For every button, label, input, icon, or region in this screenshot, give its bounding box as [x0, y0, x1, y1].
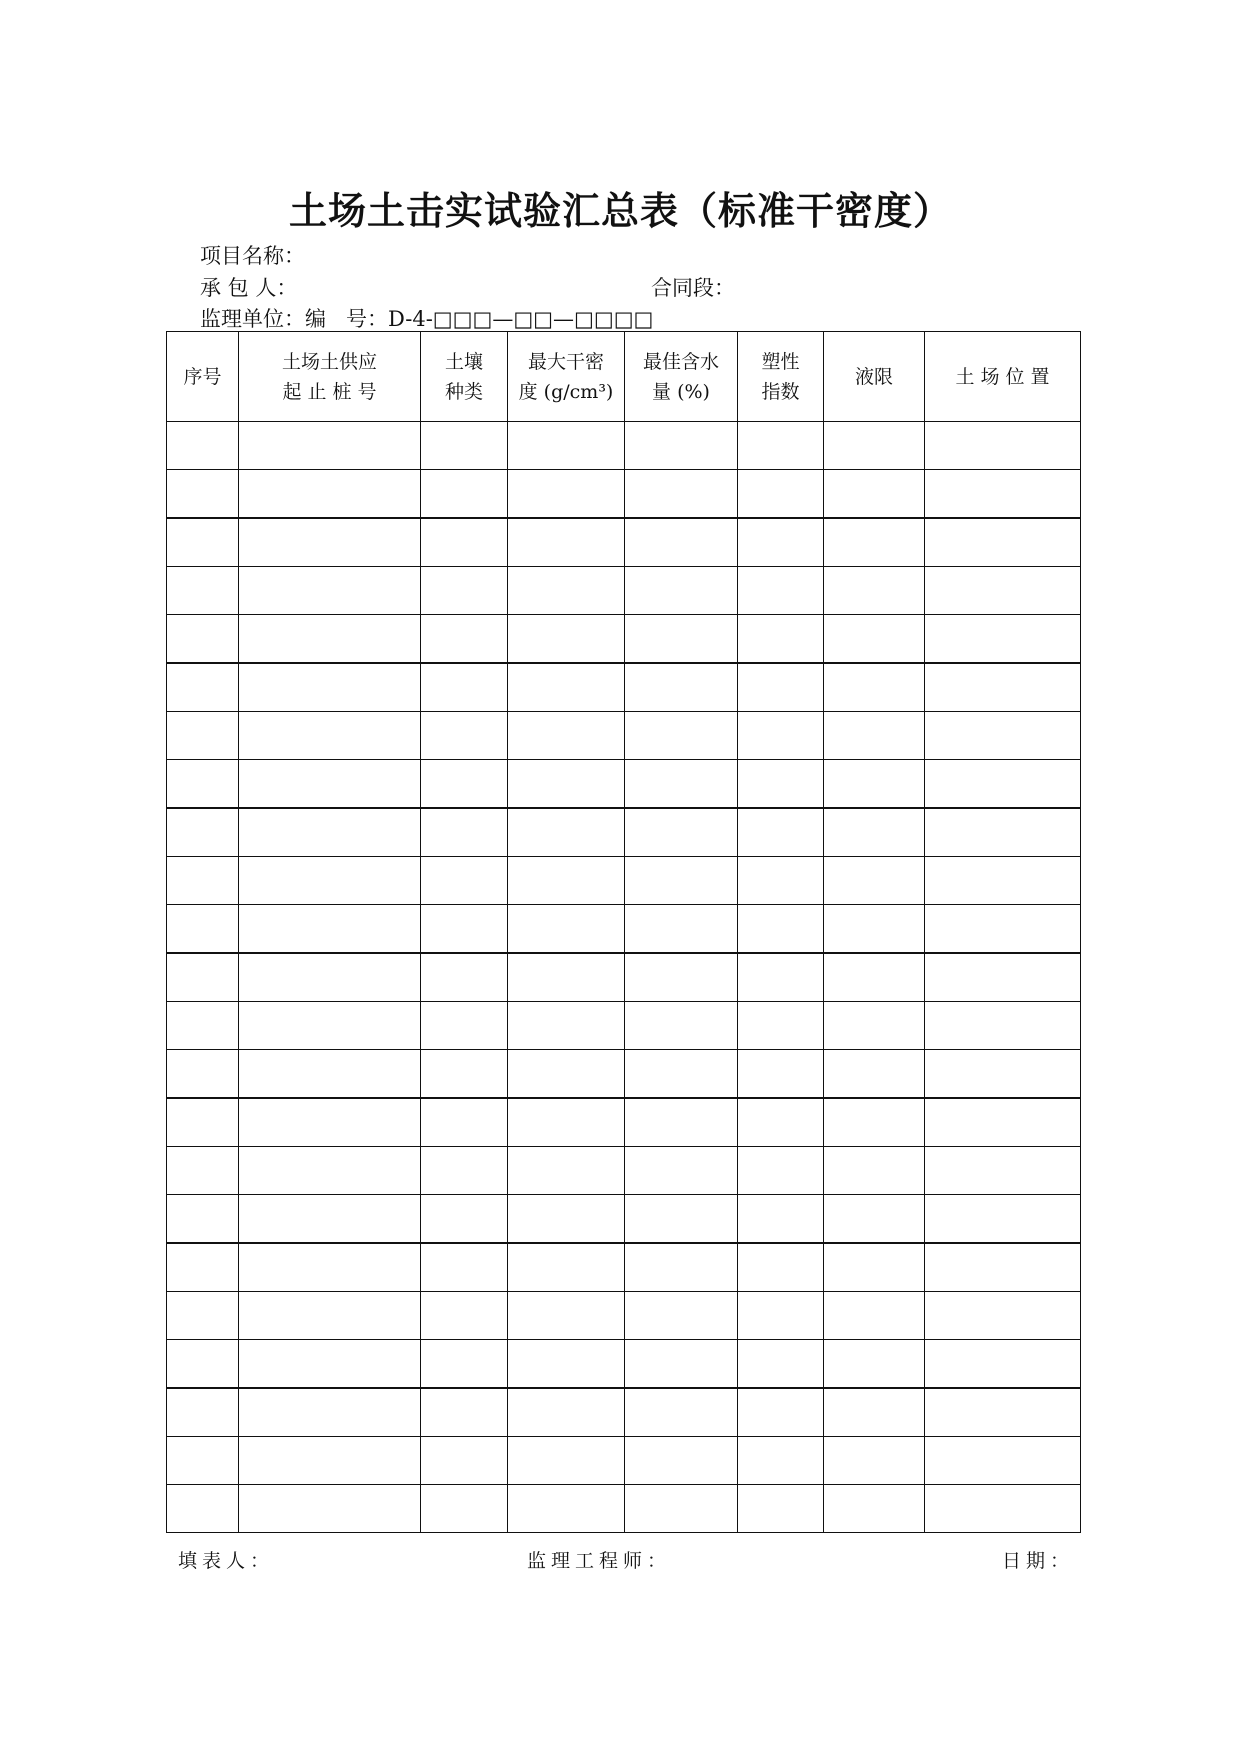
- table-cell[interactable]: [508, 1243, 625, 1292]
- table-cell[interactable]: [824, 422, 925, 470]
- table-row: [167, 1340, 1081, 1389]
- table-cell[interactable]: [625, 518, 738, 567]
- table-cell[interactable]: [738, 808, 824, 857]
- table-cell[interactable]: [167, 712, 239, 760]
- table-cell[interactable]: [239, 1437, 421, 1485]
- table-cell[interactable]: [738, 567, 824, 615]
- table-cell[interactable]: [738, 1147, 824, 1195]
- table-cell[interactable]: [738, 953, 824, 1002]
- engineer-label: 监理工程师：: [527, 1550, 672, 1572]
- table-cell[interactable]: [625, 1195, 738, 1244]
- table-cell[interactable]: [167, 663, 239, 712]
- table-cell[interactable]: [925, 857, 1081, 905]
- table-cell[interactable]: [239, 470, 421, 519]
- table-row: [167, 905, 1081, 954]
- table-cell[interactable]: [738, 663, 824, 712]
- table-cell[interactable]: [824, 1292, 925, 1340]
- table-cell[interactable]: [239, 1147, 421, 1195]
- document-title: 土场土击实试验汇总表（标准干密度）: [288, 188, 952, 233]
- table-row: [167, 1050, 1081, 1099]
- table-cell[interactable]: [167, 1195, 239, 1244]
- table-cell[interactable]: [508, 1098, 625, 1147]
- table-cell[interactable]: [167, 857, 239, 905]
- table-cell[interactable]: [925, 615, 1081, 664]
- table-row: [167, 1388, 1081, 1437]
- table-cell[interactable]: [625, 712, 738, 760]
- table-cell[interactable]: [167, 1050, 239, 1099]
- table-cell[interactable]: [625, 1050, 738, 1099]
- table-cell[interactable]: [421, 518, 508, 567]
- table-cell[interactable]: [925, 567, 1081, 615]
- table-cell[interactable]: [925, 953, 1081, 1002]
- table-cell[interactable]: [508, 615, 625, 664]
- table-cell[interactable]: [508, 422, 625, 470]
- table-cell[interactable]: [625, 1485, 738, 1533]
- table-cell[interactable]: [421, 760, 508, 809]
- table-cell[interactable]: [167, 808, 239, 857]
- table-cell[interactable]: [738, 518, 824, 567]
- summary-table: [166, 331, 1081, 1533]
- table-cell[interactable]: [167, 1292, 239, 1340]
- table-cell[interactable]: [625, 857, 738, 905]
- table-cell[interactable]: [239, 1340, 421, 1389]
- table-cell[interactable]: [421, 470, 508, 519]
- table-cell[interactable]: [167, 470, 239, 519]
- table-cell[interactable]: [824, 615, 925, 664]
- table-cell[interactable]: [738, 1195, 824, 1244]
- table-cell[interactable]: [508, 470, 625, 519]
- table-cell[interactable]: [625, 615, 738, 664]
- table-cell[interactable]: [738, 1485, 824, 1533]
- table-cell[interactable]: [167, 905, 239, 954]
- table-cell[interactable]: [239, 567, 421, 615]
- table-cell[interactable]: [738, 1243, 824, 1292]
- table-row: [167, 1002, 1081, 1050]
- table-cell[interactable]: [824, 1147, 925, 1195]
- table-cell[interactable]: [167, 518, 239, 567]
- table-cell[interactable]: [421, 953, 508, 1002]
- table-cell[interactable]: [508, 1340, 625, 1389]
- table-cell[interactable]: [824, 663, 925, 712]
- table-cell[interactable]: [421, 1050, 508, 1099]
- table-cell[interactable]: [508, 712, 625, 760]
- table-row: [167, 712, 1081, 760]
- table-cell[interactable]: [625, 470, 738, 519]
- table-cell[interactable]: [167, 422, 239, 470]
- table-row: [167, 1485, 1081, 1533]
- table-cell[interactable]: [925, 663, 1081, 712]
- table-cell[interactable]: [239, 808, 421, 857]
- header-borrow-location: 土 场 位 置: [925, 332, 1081, 422]
- table-cell[interactable]: [925, 1437, 1081, 1485]
- table-cell[interactable]: [421, 1002, 508, 1050]
- table-row: [167, 518, 1081, 567]
- table-cell[interactable]: [421, 1340, 508, 1389]
- table-cell[interactable]: [167, 760, 239, 809]
- table-cell[interactable]: [625, 663, 738, 712]
- table-cell[interactable]: [508, 1485, 625, 1533]
- table-cell[interactable]: [925, 1002, 1081, 1050]
- table-cell[interactable]: [824, 1195, 925, 1244]
- table-cell[interactable]: [508, 518, 625, 567]
- table-cell[interactable]: [239, 857, 421, 905]
- table-cell[interactable]: [738, 422, 824, 470]
- table-cell[interactable]: [239, 1050, 421, 1099]
- table-cell[interactable]: [925, 760, 1081, 809]
- table-cell[interactable]: [625, 760, 738, 809]
- table-cell[interactable]: [421, 905, 508, 954]
- table-cell[interactable]: [824, 1243, 925, 1292]
- table-cell[interactable]: [625, 1243, 738, 1292]
- table-cell[interactable]: [625, 1292, 738, 1340]
- table-cell[interactable]: [824, 567, 925, 615]
- header-pile-range: 土场土供应 起 止 桩 号: [239, 332, 421, 422]
- table-cell[interactable]: [824, 760, 925, 809]
- table-cell[interactable]: [508, 760, 625, 809]
- table-cell[interactable]: [421, 1195, 508, 1244]
- table-cell[interactable]: [925, 1243, 1081, 1292]
- table-cell[interactable]: [738, 1002, 824, 1050]
- table-cell[interactable]: [824, 1388, 925, 1437]
- table-row: [167, 760, 1081, 809]
- table-cell[interactable]: [738, 857, 824, 905]
- table-row: [167, 1098, 1081, 1147]
- table-cell[interactable]: [925, 1195, 1081, 1244]
- table-cell[interactable]: [508, 1437, 625, 1485]
- table-cell[interactable]: [738, 712, 824, 760]
- table-cell[interactable]: [167, 1437, 239, 1485]
- header-max-dry-density: 最大干密 度 (g/cm³): [508, 332, 625, 422]
- table-cell[interactable]: [824, 1050, 925, 1099]
- table-cell[interactable]: [239, 1195, 421, 1244]
- table-cell[interactable]: [421, 808, 508, 857]
- table-cell[interactable]: [239, 1002, 421, 1050]
- table-cell[interactable]: [167, 1147, 239, 1195]
- table-cell[interactable]: [421, 1098, 508, 1147]
- table-row: [167, 567, 1081, 615]
- table-cell[interactable]: [625, 1388, 738, 1437]
- table-cell[interactable]: [738, 1098, 824, 1147]
- table-cell[interactable]: [925, 808, 1081, 857]
- table-cell[interactable]: [421, 1388, 508, 1437]
- table-cell[interactable]: [824, 1437, 925, 1485]
- table-cell[interactable]: [738, 760, 824, 809]
- table-cell[interactable]: [925, 518, 1081, 567]
- table-cell[interactable]: [239, 953, 421, 1002]
- table-cell[interactable]: [925, 1388, 1081, 1437]
- table-cell[interactable]: [421, 1243, 508, 1292]
- table-cell[interactable]: [508, 567, 625, 615]
- table-row: [167, 857, 1081, 905]
- filler-label: 填表人：: [178, 1550, 275, 1572]
- table-cell[interactable]: [421, 615, 508, 664]
- table-cell[interactable]: [925, 1098, 1081, 1147]
- table-cell[interactable]: [508, 1388, 625, 1437]
- table-cell[interactable]: [925, 470, 1081, 519]
- table-cell[interactable]: [738, 1388, 824, 1437]
- table-cell[interactable]: [239, 1388, 421, 1437]
- table-cell[interactable]: [508, 1050, 625, 1099]
- table-cell[interactable]: [738, 1292, 824, 1340]
- table-cell[interactable]: [824, 1340, 925, 1389]
- table-cell[interactable]: [167, 1485, 239, 1533]
- table-cell[interactable]: [824, 1098, 925, 1147]
- table-cell[interactable]: [738, 905, 824, 954]
- table-cell[interactable]: [508, 905, 625, 954]
- table-cell[interactable]: [738, 1437, 824, 1485]
- table-cell[interactable]: [421, 1437, 508, 1485]
- table-cell[interactable]: [421, 663, 508, 712]
- project-name-label: 项目名称：: [200, 244, 305, 268]
- header-soil-type: 土壤 种类: [421, 332, 508, 422]
- table-cell[interactable]: [421, 857, 508, 905]
- table-cell[interactable]: [508, 953, 625, 1002]
- table-cell[interactable]: [625, 1340, 738, 1389]
- table-row: [167, 470, 1081, 519]
- table-cell[interactable]: [508, 808, 625, 857]
- table-cell[interactable]: [824, 1002, 925, 1050]
- table-cell[interactable]: [824, 953, 925, 1002]
- table-cell[interactable]: [925, 712, 1081, 760]
- table-cell[interactable]: [167, 1002, 239, 1050]
- table-cell[interactable]: [824, 1485, 925, 1533]
- table-row: [167, 1243, 1081, 1292]
- table-cell[interactable]: [421, 1292, 508, 1340]
- table-cell[interactable]: [421, 422, 508, 470]
- table-cell[interactable]: [167, 953, 239, 1002]
- header-plasticity-index: 塑性 指数: [738, 332, 824, 422]
- table-cell[interactable]: [625, 953, 738, 1002]
- table-cell[interactable]: [625, 1147, 738, 1195]
- table-cell[interactable]: [925, 422, 1081, 470]
- table-cell[interactable]: [925, 1292, 1081, 1340]
- table-cell[interactable]: [239, 712, 421, 760]
- table-cell[interactable]: [421, 712, 508, 760]
- table-cell[interactable]: [625, 1437, 738, 1485]
- table-cell[interactable]: [239, 518, 421, 567]
- table-cell[interactable]: [625, 422, 738, 470]
- table-cell[interactable]: [824, 857, 925, 905]
- table-cell[interactable]: [239, 422, 421, 470]
- table-cell[interactable]: [508, 1002, 625, 1050]
- table-cell[interactable]: [421, 1485, 508, 1533]
- table-cell[interactable]: [508, 663, 625, 712]
- table-cell[interactable]: [167, 1388, 239, 1437]
- header-liquid-limit: 液限: [824, 332, 925, 422]
- table-cell[interactable]: [239, 1098, 421, 1147]
- contractor-label: 承 包 人：: [200, 276, 298, 300]
- table-cell[interactable]: [167, 1340, 239, 1389]
- table-row: [167, 1195, 1081, 1244]
- table-cell[interactable]: [239, 615, 421, 664]
- table-cell[interactable]: [925, 1050, 1081, 1099]
- table-cell[interactable]: [167, 567, 239, 615]
- table-cell[interactable]: [824, 712, 925, 760]
- table-cell[interactable]: [508, 1195, 625, 1244]
- table-cell[interactable]: [824, 905, 925, 954]
- table-cell[interactable]: [167, 1243, 239, 1292]
- table-header-row: [167, 332, 1081, 422]
- table-cell[interactable]: [625, 905, 738, 954]
- contract-section-label: 合同段：: [651, 276, 735, 300]
- table-cell[interactable]: [239, 1243, 421, 1292]
- header-serial-number: 序号: [167, 332, 239, 422]
- table-cell[interactable]: [824, 808, 925, 857]
- table-cell[interactable]: [824, 470, 925, 519]
- table-cell[interactable]: [625, 567, 738, 615]
- table-cell[interactable]: [167, 615, 239, 664]
- table-cell[interactable]: [925, 1340, 1081, 1389]
- table-cell[interactable]: [738, 1050, 824, 1099]
- date-label: 日期：: [1002, 1550, 1075, 1572]
- table-cell[interactable]: [925, 905, 1081, 954]
- table-cell[interactable]: [925, 1147, 1081, 1195]
- table-body: [167, 422, 1081, 1533]
- table-cell[interactable]: [508, 857, 625, 905]
- table-cell[interactable]: [508, 1147, 625, 1195]
- supervisor-and-number-label: 监理单位：编 号：D-4-□□□—□□—□□□□: [200, 307, 654, 331]
- table-cell[interactable]: [625, 1002, 738, 1050]
- table-row: [167, 953, 1081, 1002]
- table-cell[interactable]: [508, 1292, 625, 1340]
- table-cell[interactable]: [824, 518, 925, 567]
- table-cell[interactable]: [625, 1098, 738, 1147]
- table-row: [167, 422, 1081, 470]
- header-optimum-moisture: 最佳含水 量 (%): [625, 332, 738, 422]
- table-cell[interactable]: [738, 470, 824, 519]
- table-cell[interactable]: [421, 567, 508, 615]
- table-cell[interactable]: [239, 1292, 421, 1340]
- table-cell[interactable]: [421, 1147, 508, 1195]
- table-cell[interactable]: [738, 1340, 824, 1389]
- table-cell[interactable]: [239, 1485, 421, 1533]
- table-row: [167, 663, 1081, 712]
- table-cell[interactable]: [167, 1098, 239, 1147]
- table-cell[interactable]: [925, 1485, 1081, 1533]
- table-cell[interactable]: [239, 760, 421, 809]
- table-row: [167, 808, 1081, 857]
- table-row: [167, 1147, 1081, 1195]
- table-row: [167, 615, 1081, 664]
- table-cell[interactable]: [625, 808, 738, 857]
- table-row: [167, 1292, 1081, 1340]
- table-row: [167, 1437, 1081, 1485]
- table-cell[interactable]: [239, 663, 421, 712]
- table-cell[interactable]: [738, 615, 824, 664]
- table-cell[interactable]: [239, 905, 421, 954]
